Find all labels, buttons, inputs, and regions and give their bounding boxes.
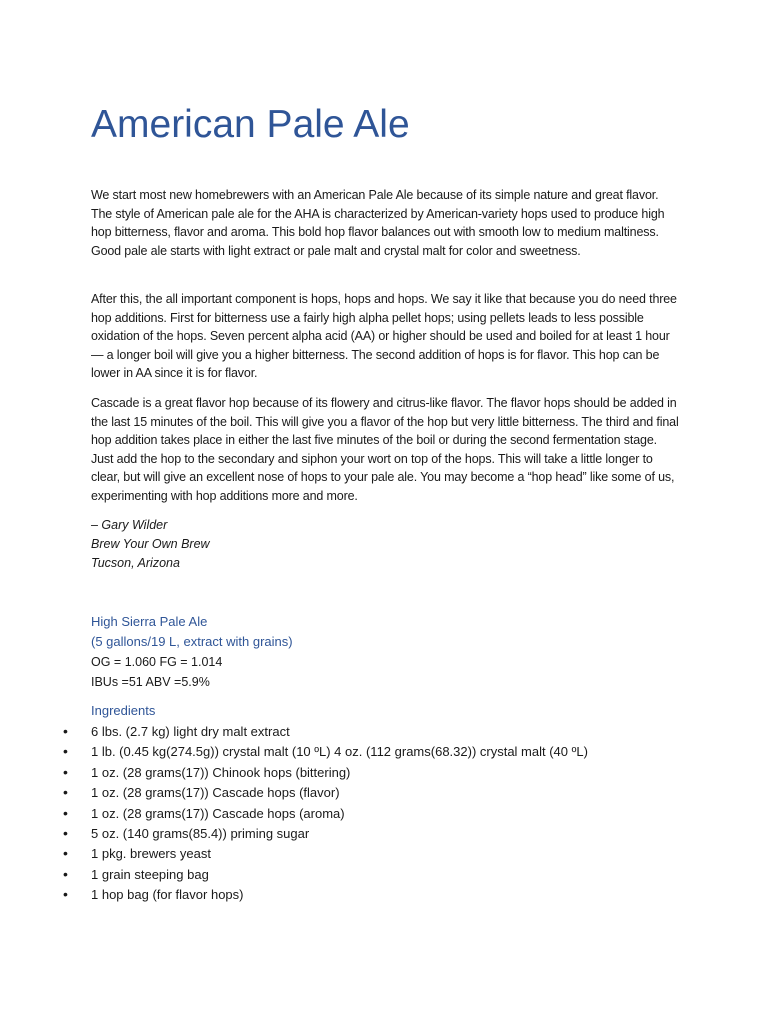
ingredients-heading: Ingredients bbox=[91, 703, 156, 718]
signature-location: Tucson, Arizona bbox=[91, 556, 180, 570]
ingredient-text: 1 oz. (28 grams(17)) Cascade hops (flavor) bbox=[91, 785, 340, 801]
ingredient-text: 1 grain steeping bag bbox=[91, 866, 209, 882]
list-item bbox=[63, 721, 588, 741]
list-item bbox=[63, 741, 588, 761]
ingredient-text: 1 hop bag (for flavor hops) bbox=[91, 887, 244, 903]
list-item bbox=[63, 782, 588, 802]
bullet-icon: • bbox=[63, 784, 68, 801]
intro-paragraph: We start most new homebrewers with an American Pale Ale because of its simple nature and great flavor. The style of American pale ale for the AHA is characterized by American-variety hops used to produce high hop bitterness, flavor and aroma. This bold hop flavor balances out with smooth low to medium maltiness. Good pale ale starts with light extract or pale malt and crystal malt for color and sweetness. bbox=[91, 188, 665, 258]
cascade-paragraph: Cascade is a great flavor hop because of its flowery and citrus-like flavor. The flavor hops should be added in the last 15 minutes of the boil. This will give you a flavor of the hop but very little bitterness. The third and final hop addition takes place in either the last five minutes of the boil or during the second fermentation stage. Just add the hop to the secondary and siphon your wort on top of the hops. This will take a little longer to clear, but will give an excellent nose of hops to your pale ale. You may become a “hop head” like some of us, experimenting with hop additions more and more. bbox=[91, 396, 679, 503]
list-item bbox=[63, 843, 588, 863]
list-item bbox=[63, 762, 588, 782]
ingredient-text: 1 oz. (28 grams(17)) Chinook hops (bittering) bbox=[91, 764, 351, 780]
bullet-icon: • bbox=[63, 763, 68, 780]
ingredient-text: 1 lb. (0.45 kg(274.5g)) crystal malt (10 ºL) 4 oz. (112 grams(68.32)) crystal malt (40 ºL) bbox=[91, 744, 588, 760]
recipe-gravity: OG = 1.060 FG = 1.014 bbox=[91, 655, 223, 669]
bullet-icon: • bbox=[63, 804, 68, 821]
ingredient-text: 1 pkg. brewers yeast bbox=[91, 846, 211, 862]
signature-author: – Gary Wilder bbox=[91, 518, 168, 532]
bullet-icon: • bbox=[63, 865, 68, 882]
bullet-icon: • bbox=[63, 845, 68, 862]
list-item bbox=[63, 884, 588, 904]
bullet-icon: • bbox=[63, 886, 68, 903]
ingredient-text: 5 oz. (140 grams(85.4)) priming sugar bbox=[91, 825, 310, 841]
recipe-ibu-abv: IBUs =51 ABV =5.9% bbox=[91, 675, 210, 689]
list-item bbox=[63, 823, 588, 843]
hops-paragraph: After this, the all important component is hops, hops and hops. We say it like that because you do need three hop additions. First for bitterness use a fairly high alpha pellet hops; using pellets leads to less possible oxidation of the hops. Seven percent alpha acid (AA) or higher should be used and boiled for at least 1 hour — a longer boil will give you a higher bitterness. The second addition of hops is for flavor. This hop can be lower in AA since it is for flavor. bbox=[91, 292, 677, 380]
list-item bbox=[63, 803, 588, 823]
signature-organization: Brew Your Own Brew bbox=[91, 537, 210, 551]
recipe-batch-size: (5 gallons/19 L, extract with grains) bbox=[91, 634, 293, 649]
ingredient-text: 6 lbs. (2.7 kg) light dry malt extract bbox=[91, 724, 290, 739]
ingredients-list bbox=[63, 721, 588, 905]
document-title: American Pale Ale bbox=[91, 103, 410, 146]
signature-block bbox=[91, 516, 210, 573]
recipe-name: High Sierra Pale Ale bbox=[91, 614, 208, 629]
bullet-icon: • bbox=[63, 743, 68, 760]
bullet-icon: • bbox=[63, 723, 68, 739]
ingredient-text: 1 oz. (28 grams(17)) Cascade hops (aroma) bbox=[91, 805, 345, 821]
recipe-header bbox=[91, 612, 293, 692]
list-item bbox=[63, 864, 588, 884]
bullet-icon: • bbox=[63, 824, 68, 841]
